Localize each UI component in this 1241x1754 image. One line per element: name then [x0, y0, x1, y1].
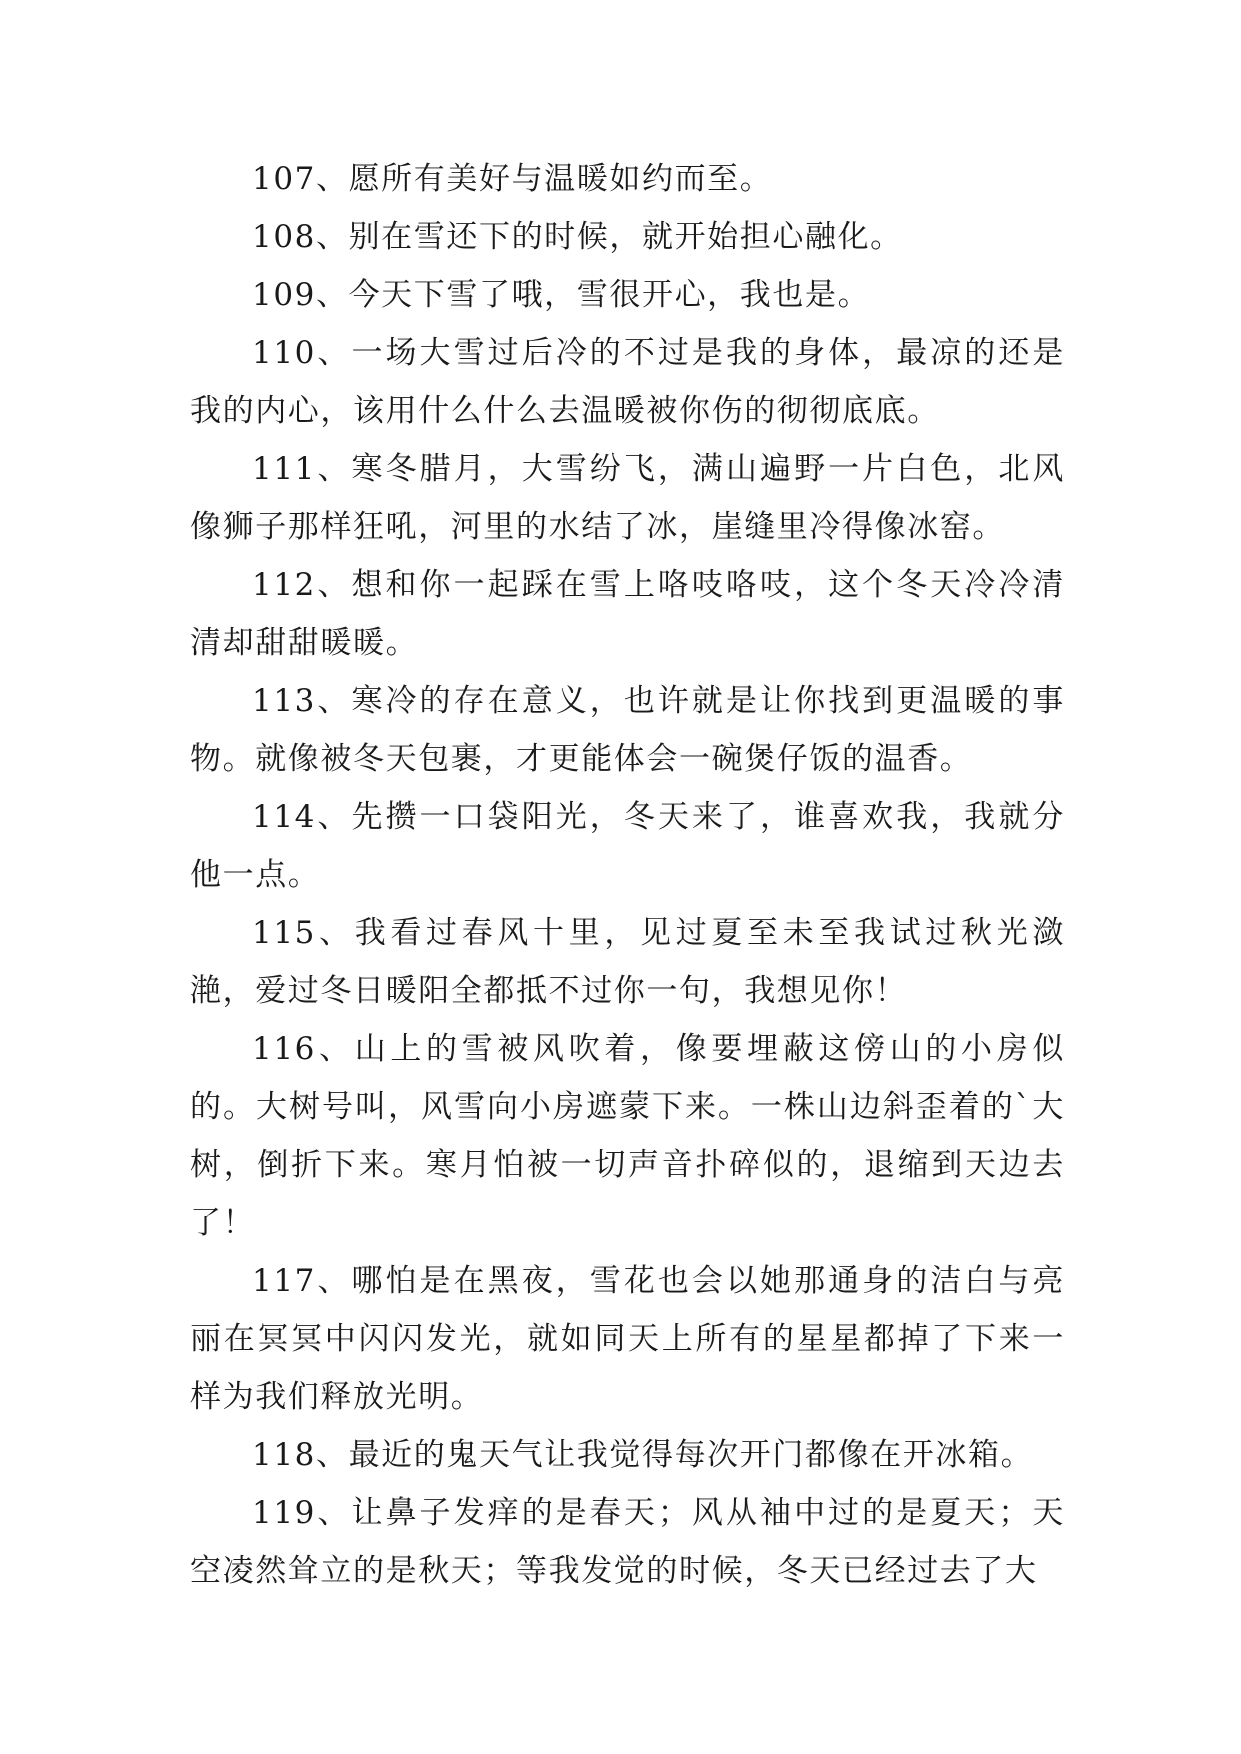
- paragraph-110: 110、一场大雪过后冷的不过是我的身体，最凉的还是我的内心，该用什么什么去温暖被你伤的彻彻底底。: [190, 335, 1065, 429]
- paragraph-109: 109、今天下雪了哦，雪很开心，我也是。: [252, 277, 871, 313]
- paragraph-119: 119、让鼻子发痒的是春天；风从袖中过的是夏天；天空凌然耸立的是秋天；等我发觉的时候，冬天已经过去了大: [190, 1495, 1065, 1589]
- paragraph-111: 111、寒冬腊月，大雪纷飞，满山遍野一片白色，北风像狮子那样狂吼，河里的水结了冰，崖缝里冷得像冰窑。: [190, 451, 1065, 545]
- paragraph-116: 116、山上的雪被风吹着，像要埋蔽这傍山的小房似的。大树号叫，风雪向小房遮蒙下来。一株山边斜歪着的`大树，倒折下来。寒月怕被一切声音扑碎似的，退缩到天边去了！: [190, 1031, 1065, 1241]
- document-body: [190, 150, 1065, 1600]
- paragraph-112: 112、想和你一起踩在雪上咯吱咯吱，这个冬天冷冷清清却甜甜暖暖。: [190, 567, 1065, 661]
- paragraph-117: 117、哪怕是在黑夜，雪花也会以她那通身的洁白与亮丽在冥冥中闪闪发光，就如同天上所有的星星都掉了下来一样为我们释放光明。: [190, 1263, 1065, 1415]
- paragraph-108: 108、别在雪还下的时候，就开始担心融化。: [252, 219, 903, 255]
- paragraph-114: 114、先攒一口袋阳光，冬天来了，谁喜欢我，我就分他一点。: [190, 799, 1065, 893]
- paragraph-118: 118、最近的鬼天气让我觉得每次开门都像在开冰箱。: [252, 1437, 1034, 1473]
- paragraph-107: 107、愿所有美好与温暖如约而至。: [252, 161, 773, 197]
- paragraph-115: 115、我看过春风十里，见过夏至未至我试过秋光潋滟，爱过冬日暖阳全都抵不过你一句，我想见你！: [190, 915, 1065, 1009]
- paragraph-113: 113、寒冷的存在意义，也许就是让你找到更温暖的事物。就像被冬天包裹，才更能体会一碗煲仔饭的温香。: [190, 683, 1065, 777]
